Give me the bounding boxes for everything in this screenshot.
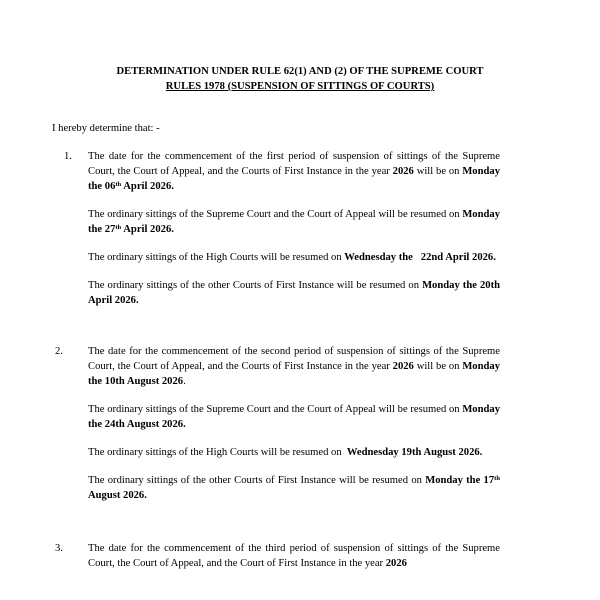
paragraph: The ordinary sittings of the Supreme Court and the Court of Appeal will be resumed on Monday the 24th August 2026.: [88, 404, 500, 430]
paragraph: The ordinary sittings of the other Courts of First Instance will be resumed on Monday the 17th August 2026.: [88, 475, 500, 501]
numbered-item-3: [52, 541, 500, 571]
paragraph: The ordinary sittings of the other Courts of First Instance will be resumed on Monday the 20th April 2026.: [88, 280, 500, 306]
paragraph: The ordinary sittings of the Supreme Court and the Court of Appeal will be resumed on Monday the 27th April 2026.: [88, 209, 500, 235]
title-line-1: DETERMINATION UNDER RULE 62(1) AND (2) OF THE SUPREME COURT: [116, 66, 484, 77]
paragraph: The date for the commencement of the second period of suspension of sittings of the Supreme Court, the Court of Appeal, and the Courts of First Instance in the year 2026 will be on Monday the 10th August 2026.: [88, 346, 500, 387]
title-line-2: RULES 1978 (SUSPENSION OF SITTINGS OF COURTS): [165, 81, 435, 92]
numbered-item-1: [52, 149, 500, 308]
intro-paragraph: I hereby determine that: -: [52, 123, 160, 134]
item-number: 1.: [64, 151, 72, 162]
document-body: [52, 121, 500, 571]
paragraph: The date for the commencement of the third period of suspension of sittings of the Supreme Court, the Court of Appeal, and the Court of First Instance in the year 2026: [88, 543, 500, 569]
item-number: 2.: [55, 346, 63, 357]
paragraph: The ordinary sittings of the High Courts will be resumed on Wednesday the 22nd April 2026.: [88, 252, 496, 263]
paragraph: The date for the commencement of the first period of suspension of sittings of the Supreme Court, the Court of Appeal, and the Courts of First Instance in the year 2026 will be on Monday the 06th April 2026.: [88, 151, 500, 192]
item-number: 3.: [55, 543, 63, 554]
document-title: [30, 64, 570, 94]
paragraph: The ordinary sittings of the High Courts will be resumed on Wednesday 19th August 2026.: [88, 447, 483, 458]
numbered-item-2: [52, 344, 500, 503]
